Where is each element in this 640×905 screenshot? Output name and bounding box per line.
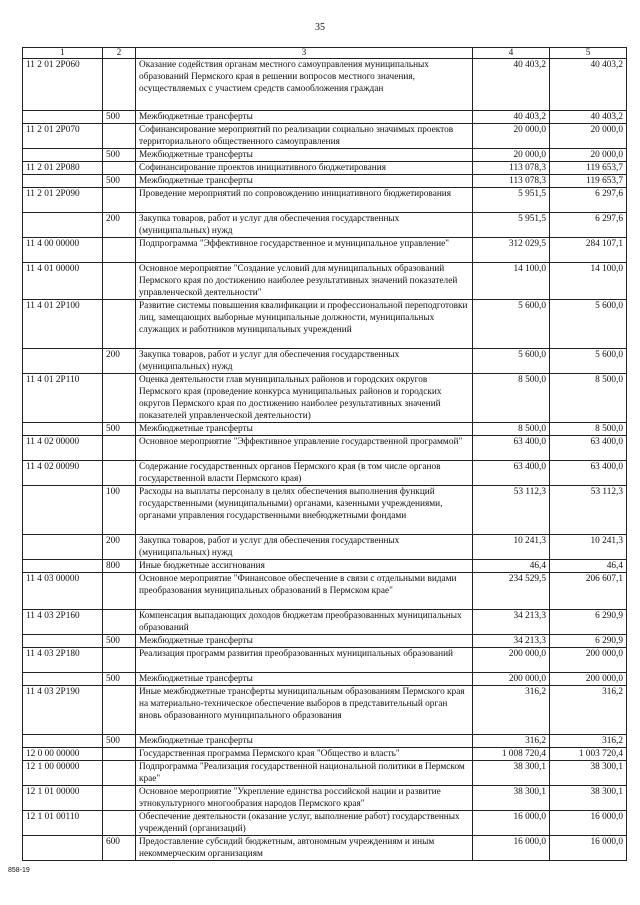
target-code-cell: 11 4 02 00000	[23, 436, 103, 461]
target-code-cell: 11 4 03 2P190	[23, 686, 103, 735]
table-row	[23, 535, 627, 560]
amount-year1-cell: 16 000,0	[473, 836, 550, 861]
table-row	[23, 175, 627, 188]
target-code-cell: 12 1 01 00000	[23, 786, 103, 811]
table-row	[23, 648, 627, 673]
target-code-cell	[23, 635, 103, 648]
item-name-cell: Обеспечение деятельности (оказание услуг, выполнение работ) государственных учреждений (организаций)	[136, 811, 473, 836]
table-row	[23, 635, 627, 648]
target-code-cell	[23, 111, 103, 124]
item-name-cell: Межбюджетные трансферты	[136, 175, 473, 188]
amount-year1-cell: 234 529,5	[473, 573, 550, 610]
item-name-cell: Межбюджетные трансферты	[136, 149, 473, 162]
item-name-cell: Развитие системы повышения квалификации и профессиональной переподготовки лиц, замещающих выборные муниципальные должности, муниципальных служащих и работников муниципальных учреждений	[136, 300, 473, 349]
amount-year1-cell: 40 403,2	[473, 59, 550, 111]
item-name-cell: Основное мероприятие "Эффективное управление государственной программой"	[136, 436, 473, 461]
amount-year1-cell: 5 600,0	[473, 349, 550, 374]
item-name-cell: Оказание содействия органам местного самоуправления муниципальных образований Пермского края в решении вопросов местного значения, осуществляемых с участием средств самообложения граждан	[136, 59, 473, 111]
expense-type-cell	[103, 59, 136, 111]
table-row	[23, 735, 627, 748]
amount-year1-cell: 46,4	[473, 560, 550, 573]
expense-type-cell: 500	[103, 149, 136, 162]
amount-year1-cell: 316,2	[473, 735, 550, 748]
amount-year2-cell: 6 297,6	[550, 213, 627, 238]
expense-type-cell	[103, 461, 136, 486]
table-header-row	[23, 48, 627, 59]
item-name-cell: Межбюджетные трансферты	[136, 111, 473, 124]
amount-year1-cell: 38 300,1	[473, 761, 550, 786]
item-name-cell: Реализация программ развития преобразованных муниципальных образований	[136, 648, 473, 673]
expense-type-cell: 500	[103, 673, 136, 686]
item-name-cell: Межбюджетные трансферты	[136, 423, 473, 436]
column-header: 2	[103, 48, 136, 59]
expense-type-cell	[103, 300, 136, 349]
item-name-cell: Предоставление субсидий бюджетным, автономным учреждениям и иным некоммерческим организациям	[136, 836, 473, 861]
item-name-cell: Основное мероприятие "Укрепление единства российской нации и развитие этнокультурного многообразия народов Пермского края"	[136, 786, 473, 811]
table-row	[23, 423, 627, 436]
item-name-cell: Межбюджетные трансферты	[136, 735, 473, 748]
amount-year1-cell: 200 000,0	[473, 648, 550, 673]
expense-type-cell: 200	[103, 535, 136, 560]
amount-year1-cell: 63 400,0	[473, 436, 550, 461]
item-name-cell: Иные межбюджетные трансферты муниципальным образованиям Пермского края на материально-техническое обеспечение выборов в представительный орган вновь образованного муниципального образования	[136, 686, 473, 735]
amount-year1-cell: 200 000,0	[473, 673, 550, 686]
expense-type-cell	[103, 761, 136, 786]
item-name-cell: Проведение мероприятий по сопровождению инициативного бюджетирования	[136, 188, 473, 213]
amount-year2-cell: 316,2	[550, 735, 627, 748]
amount-year1-cell: 113 078,3	[473, 175, 550, 188]
column-header: 4	[473, 48, 550, 59]
amount-year1-cell: 312 029,5	[473, 238, 550, 263]
column-header: 3	[136, 48, 473, 59]
amount-year2-cell: 5 600,0	[550, 300, 627, 349]
table-row	[23, 149, 627, 162]
expense-type-cell: 200	[103, 349, 136, 374]
amount-year2-cell: 63 400,0	[550, 436, 627, 461]
amount-year2-cell: 6 297,6	[550, 188, 627, 213]
amount-year2-cell: 119 653,7	[550, 162, 627, 175]
amount-year2-cell: 200 000,0	[550, 648, 627, 673]
table-row	[23, 673, 627, 686]
amount-year2-cell: 316,2	[550, 686, 627, 735]
item-name-cell: Иные бюджетные ассигнования	[136, 560, 473, 573]
column-header: 1	[23, 48, 103, 59]
expense-type-cell	[103, 786, 136, 811]
expense-type-cell	[103, 748, 136, 761]
table-row	[23, 349, 627, 374]
target-code-cell	[23, 673, 103, 686]
table-row	[23, 124, 627, 149]
expense-type-cell	[103, 436, 136, 461]
amount-year2-cell: 119 653,7	[550, 175, 627, 188]
target-code-cell	[23, 836, 103, 861]
target-code-cell	[23, 423, 103, 436]
amount-year1-cell: 14 100,0	[473, 263, 550, 300]
table-row	[23, 761, 627, 786]
item-name-cell: Государственная программа Пермского края "Общество и власть"	[136, 748, 473, 761]
target-code-cell	[23, 735, 103, 748]
table-body	[23, 59, 627, 861]
table-row	[23, 786, 627, 811]
amount-year2-cell: 206 607,1	[550, 573, 627, 610]
column-header: 5	[550, 48, 627, 59]
amount-year2-cell: 6 290,9	[550, 610, 627, 635]
table-row	[23, 436, 627, 461]
expense-type-cell	[103, 374, 136, 423]
table-row	[23, 238, 627, 263]
table-row	[23, 300, 627, 349]
amount-year2-cell: 38 300,1	[550, 786, 627, 811]
amount-year1-cell: 20 000,0	[473, 149, 550, 162]
table-row	[23, 811, 627, 836]
item-name-cell: Закупка товаров, работ и услуг для обеспечения государственных (муниципальных) нужд	[136, 535, 473, 560]
table-row	[23, 748, 627, 761]
table-row	[23, 374, 627, 423]
amount-year1-cell: 5 600,0	[473, 300, 550, 349]
amount-year2-cell: 8 500,0	[550, 374, 627, 423]
amount-year2-cell: 40 403,2	[550, 111, 627, 124]
expense-type-cell: 100	[103, 486, 136, 535]
amount-year1-cell: 63 400,0	[473, 461, 550, 486]
target-code-cell: 11 2 01 2P070	[23, 124, 103, 149]
amount-year1-cell: 20 000,0	[473, 124, 550, 149]
table-row	[23, 836, 627, 861]
target-code-cell: 12 0 00 00000	[23, 748, 103, 761]
target-code-cell	[23, 349, 103, 374]
amount-year2-cell: 5 600,0	[550, 349, 627, 374]
target-code-cell: 11 2 01 2P080	[23, 162, 103, 175]
target-code-cell	[23, 535, 103, 560]
item-name-cell: Софинансирование мероприятий по реализации социально значимых проектов территориального общественного самоуправления	[136, 124, 473, 149]
target-code-cell	[23, 486, 103, 535]
table-row	[23, 111, 627, 124]
expense-type-cell	[103, 124, 136, 149]
amount-year2-cell: 40 403,2	[550, 59, 627, 111]
table-row	[23, 560, 627, 573]
item-name-cell: Содержание государственных органов Пермского края (в том числе органов государственной власти Пермского края)	[136, 461, 473, 486]
item-name-cell: Подпрограмма "Реализация государственной национальной политики в Пермском крае"	[136, 761, 473, 786]
expense-type-cell	[103, 648, 136, 673]
item-name-cell: Закупка товаров, работ и услуг для обеспечения государственных (муниципальных) нужд	[136, 349, 473, 374]
amount-year2-cell: 38 300,1	[550, 761, 627, 786]
target-code-cell: 11 4 03 2P180	[23, 648, 103, 673]
amount-year2-cell: 16 000,0	[550, 811, 627, 836]
expense-type-cell: 200	[103, 213, 136, 238]
amount-year1-cell: 5 951,5	[473, 213, 550, 238]
item-name-cell: Закупка товаров, работ и услуг для обеспечения государственных (муниципальных) нужд	[136, 213, 473, 238]
table-row	[23, 610, 627, 635]
expense-type-cell: 500	[103, 175, 136, 188]
table-row	[23, 162, 627, 175]
target-code-cell	[23, 175, 103, 188]
target-code-cell: 11 4 03 2P160	[23, 610, 103, 635]
table-row	[23, 461, 627, 486]
footer-code: 858-19	[8, 867, 30, 874]
target-code-cell	[23, 149, 103, 162]
table-row	[23, 59, 627, 111]
amount-year1-cell: 113 078,3	[473, 162, 550, 175]
item-name-cell: Межбюджетные трансферты	[136, 635, 473, 648]
item-name-cell: Межбюджетные трансферты	[136, 673, 473, 686]
amount-year2-cell: 10 241,3	[550, 535, 627, 560]
table-row	[23, 486, 627, 535]
target-code-cell: 12 1 00 00000	[23, 761, 103, 786]
expense-type-cell: 600	[103, 836, 136, 861]
amount-year2-cell: 14 100,0	[550, 263, 627, 300]
expense-type-cell: 500	[103, 735, 136, 748]
expense-type-cell	[103, 686, 136, 735]
amount-year1-cell: 8 500,0	[473, 423, 550, 436]
amount-year2-cell: 6 290,9	[550, 635, 627, 648]
amount-year2-cell: 8 500,0	[550, 423, 627, 436]
amount-year1-cell: 40 403,2	[473, 111, 550, 124]
item-name-cell: Подпрограмма "Эффективное государственное и муниципальное управление"	[136, 238, 473, 263]
amount-year1-cell: 38 300,1	[473, 786, 550, 811]
amount-year1-cell: 34 213,3	[473, 610, 550, 635]
amount-year2-cell: 63 400,0	[550, 461, 627, 486]
expense-type-cell	[103, 811, 136, 836]
amount-year2-cell: 284 107,1	[550, 238, 627, 263]
target-code-cell: 11 4 01 2P110	[23, 374, 103, 423]
amount-year1-cell: 10 241,3	[473, 535, 550, 560]
amount-year2-cell: 20 000,0	[550, 149, 627, 162]
amount-year1-cell: 1 008 720,4	[473, 748, 550, 761]
target-code-cell: 11 4 03 00000	[23, 573, 103, 610]
target-code-cell	[23, 213, 103, 238]
target-code-cell: 11 4 01 2P100	[23, 300, 103, 349]
target-code-cell: 11 4 00 00000	[23, 238, 103, 263]
expense-type-cell	[103, 610, 136, 635]
amount-year2-cell: 20 000,0	[550, 124, 627, 149]
item-name-cell: Компенсация выпадающих доходов бюджетам преобразованных муниципальных образований	[136, 610, 473, 635]
page-number: 35	[315, 22, 325, 33]
amount-year2-cell: 1 003 720,4	[550, 748, 627, 761]
table-row	[23, 263, 627, 300]
item-name-cell: Оценка деятельности глав муниципальных районов и городских округов Пермского края (проведение конкурса муниципальных районов и городских округов Пермского края по достижению наиболее результативных значений показателей управленческой деятельности)	[136, 374, 473, 423]
item-name-cell: Основное мероприятие "Финансовое обеспечение в связи с отдельными видами преобразования муниципальных образований в Пермском крае"	[136, 573, 473, 610]
table-row	[23, 573, 627, 610]
table-row	[23, 213, 627, 238]
budget-table	[22, 47, 627, 861]
expense-type-cell	[103, 162, 136, 175]
expense-type-cell	[103, 188, 136, 213]
amount-year1-cell: 5 951,5	[473, 188, 550, 213]
item-name-cell: Софинансирование проектов инициативного бюджетирования	[136, 162, 473, 175]
amount-year1-cell: 316,2	[473, 686, 550, 735]
item-name-cell: Основное мероприятие "Создание условий для муниципальных образований Пермского края по достижению наиболее результативных значений показателей управленческой деятельности"	[136, 263, 473, 300]
item-name-cell: Расходы на выплаты персоналу в целях обеспечения выполнения функций государственными (муниципальными) органами, казенными учреждениями, органами управления государственными внебюджетными фондами	[136, 486, 473, 535]
amount-year2-cell: 16 000,0	[550, 836, 627, 861]
amount-year2-cell: 46,4	[550, 560, 627, 573]
target-code-cell: 11 2 01 2P060	[23, 59, 103, 111]
table-row	[23, 686, 627, 735]
target-code-cell: 11 4 02 00090	[23, 461, 103, 486]
expense-type-cell	[103, 238, 136, 263]
target-code-cell	[23, 560, 103, 573]
target-code-cell: 12 1 01 00110	[23, 811, 103, 836]
expense-type-cell	[103, 263, 136, 300]
amount-year2-cell: 53 112,3	[550, 486, 627, 535]
table-row	[23, 188, 627, 213]
target-code-cell: 11 2 01 2P090	[23, 188, 103, 213]
expense-type-cell: 500	[103, 635, 136, 648]
target-code-cell: 11 4 01 00000	[23, 263, 103, 300]
expense-type-cell: 500	[103, 111, 136, 124]
amount-year1-cell: 16 000,0	[473, 811, 550, 836]
amount-year1-cell: 8 500,0	[473, 374, 550, 423]
expense-type-cell	[103, 573, 136, 610]
amount-year1-cell: 53 112,3	[473, 486, 550, 535]
expense-type-cell: 500	[103, 423, 136, 436]
amount-year1-cell: 34 213,3	[473, 635, 550, 648]
amount-year2-cell: 200 000,0	[550, 673, 627, 686]
expense-type-cell: 800	[103, 560, 136, 573]
